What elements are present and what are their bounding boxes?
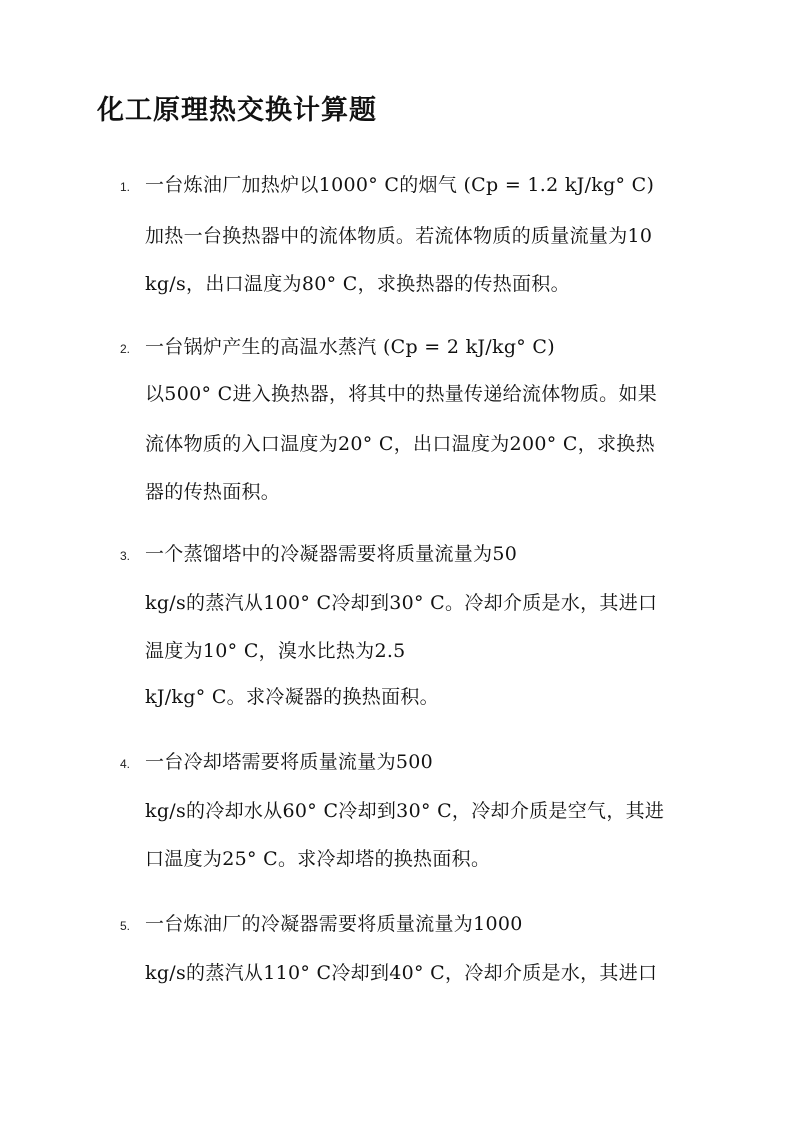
problem-text-line: 温度为10° C，溴水比热为2.5 — [145, 640, 406, 662]
problem-number: 5. — [120, 919, 131, 933]
problem-number: 3. — [120, 549, 131, 563]
problem-text-line: 器的传热面积。 — [145, 481, 281, 503]
problem-text-line: 口温度为25° C。求冷却塔的换热面积。 — [145, 848, 491, 870]
problem-number: 1. — [120, 180, 131, 194]
problem-text-line: kg/s的冷却水从60° C冷却到30° C，冷却介质是空气，其进 — [145, 800, 665, 822]
problem-text-line: 流体物质的入口温度为20° C，出口温度为200° C，求换热 — [145, 433, 655, 455]
problem-text-line: 一台冷却塔需要将质量流量为500 — [145, 751, 434, 773]
problem-text-line: kJ/kg° C。求冷凝器的换热面积。 — [145, 686, 439, 708]
problem-text-line: 以500° C进入换热器，将其中的热量传递给流体物质。如果 — [145, 383, 658, 405]
problem-text-line: kg/s的蒸汽从110° C冷却到40° C，冷却介质是水，其进口 — [145, 962, 658, 984]
document-title: 化工原理热交换计算题 — [97, 95, 377, 126]
problem-text-line: kg/s，出口温度为80° C，求换热器的传热面积。 — [145, 273, 570, 295]
problem-text-line: 一台炼油厂加热炉以1000° C的烟气 (Cp = 1.2 kJ/kg° C) — [145, 174, 655, 196]
problem-number: 2. — [120, 342, 131, 356]
problem-text-line: 加热一台换热器中的流体物质。若流体物质的质量流量为10 — [145, 225, 653, 247]
problem-text-line: 一台锅炉产生的高温水蒸汽 (Cp = 2 kJ/kg° C) — [145, 336, 555, 358]
problem-text-line: kg/s的蒸汽从100° C冷却到30° C。冷却介质是水，其进口 — [145, 592, 658, 614]
problem-text-line: 一个蒸馏塔中的冷凝器需要将质量流量为50 — [145, 543, 518, 565]
problem-text-line: 一台炼油厂的冷凝器需要将质量流量为1000 — [145, 913, 523, 935]
problem-number: 4. — [120, 757, 131, 771]
